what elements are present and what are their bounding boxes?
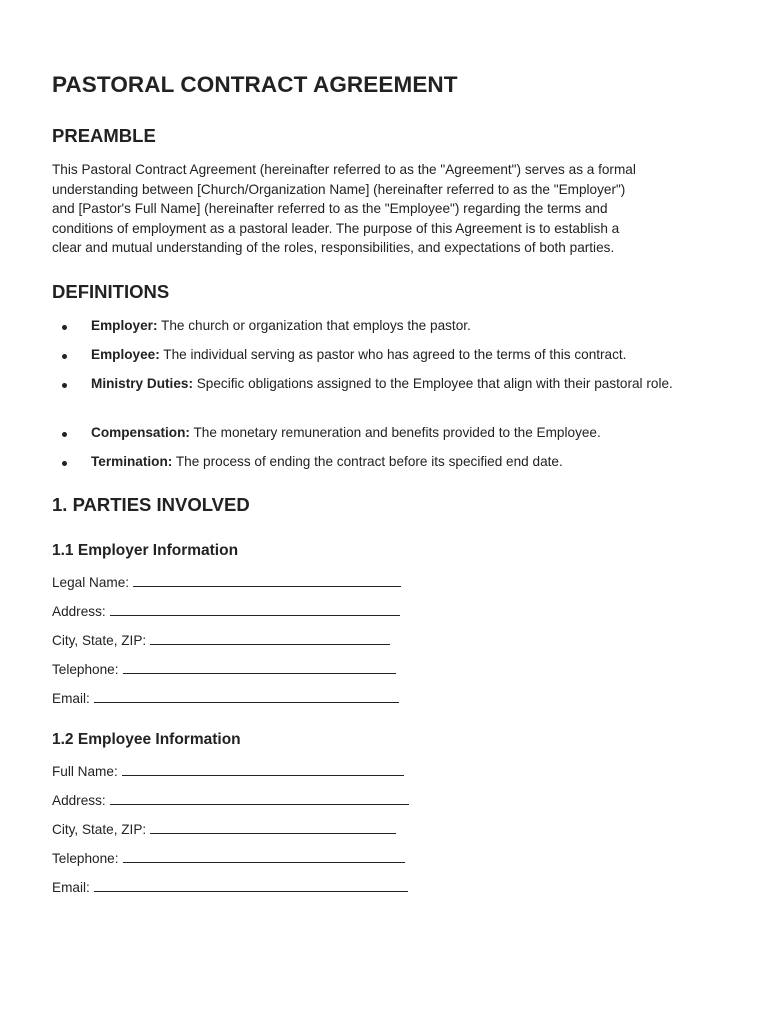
preamble-line: This Pastoral Contract Agreement (hereinafter referred to as the "Agreement") serves as a formal xyxy=(52,162,636,177)
employer-legal-name-field[interactable] xyxy=(52,575,401,590)
employee-full-name-field[interactable] xyxy=(52,764,404,779)
definition-item xyxy=(91,423,731,443)
employer-info-heading: 1.1 Employer Information xyxy=(52,542,239,559)
preamble-heading: PREAMBLE xyxy=(52,125,156,146)
fill-line[interactable] xyxy=(150,643,390,645)
fill-line[interactable] xyxy=(123,861,405,863)
field-label: Full Name: xyxy=(52,764,118,779)
definition-item xyxy=(91,452,731,472)
preamble-line: conditions of employment as a pastoral leader. The purpose of this Agreement is to establish a xyxy=(52,220,620,236)
bullet-icon xyxy=(62,383,67,388)
fill-line[interactable] xyxy=(133,585,401,587)
fill-line[interactable] xyxy=(110,614,400,616)
definitions-heading: DEFINITIONS xyxy=(52,281,170,302)
preamble-line: and [Pastor's Full Name] (hereinafter referred to as the "Employee") regarding the terms and xyxy=(52,201,608,217)
employee-telephone-field[interactable] xyxy=(52,851,405,866)
definition-term: Compensation: xyxy=(91,425,190,440)
preamble-paragraph xyxy=(52,160,732,258)
field-label: Telephone: xyxy=(52,662,119,677)
employee-email-field[interactable] xyxy=(52,880,408,895)
employer-email-field[interactable] xyxy=(52,691,399,706)
employer-address-field[interactable] xyxy=(52,604,400,619)
fill-line[interactable] xyxy=(150,832,396,834)
definition-text: The individual serving as pastor who has agreed to the terms of this contract. xyxy=(159,347,627,362)
definition-term: Employee: xyxy=(91,347,160,362)
definition-item xyxy=(91,345,731,365)
definition-text: Specific obligations assigned to the Employee that align with their pastoral role. xyxy=(192,376,673,391)
definition-term: Termination: xyxy=(91,454,173,469)
definition-text: The church or organization that employs the pastor. xyxy=(157,318,471,333)
employer-city-state-zip-field[interactable] xyxy=(52,633,390,648)
definition-term: Ministry Duties: xyxy=(91,376,193,391)
parties-heading: 1. PARTIES INVOLVED xyxy=(52,494,250,515)
field-label: Address: xyxy=(52,793,106,808)
employee-city-state-zip-field[interactable] xyxy=(52,822,396,837)
definition-item xyxy=(91,374,691,394)
field-label: City, State, ZIP: xyxy=(52,822,147,837)
field-label: Email: xyxy=(52,880,90,895)
employee-info-heading: 1.2 Employee Information xyxy=(52,731,241,748)
employer-telephone-field[interactable] xyxy=(52,662,396,677)
bullet-icon xyxy=(62,461,67,466)
fill-line[interactable] xyxy=(122,774,404,776)
field-label: City, State, ZIP: xyxy=(52,633,147,648)
field-label: Email: xyxy=(52,691,90,706)
preamble-line: understanding between [Church/Organization Name] (hereinafter referred to as the "Employer") xyxy=(52,181,626,197)
bullet-icon xyxy=(62,325,67,330)
fill-line[interactable] xyxy=(123,672,396,674)
definition-text: The monetary remuneration and benefits provided to the Employee. xyxy=(189,425,601,440)
definition-text: The process of ending the contract before its specified end date. xyxy=(172,454,563,469)
field-label: Address: xyxy=(52,604,106,619)
document-title: PASTORAL CONTRACT AGREEMENT xyxy=(52,72,458,97)
field-label: Legal Name: xyxy=(52,575,130,590)
field-label: Telephone: xyxy=(52,851,119,866)
fill-line[interactable] xyxy=(94,701,399,703)
definition-term: Employer: xyxy=(91,318,158,333)
fill-line[interactable] xyxy=(94,890,408,892)
definition-item xyxy=(91,316,731,336)
bullet-icon xyxy=(62,432,67,437)
preamble-line: clear and mutual understanding of the roles, responsibilities, and expectations of both parties. xyxy=(52,240,615,256)
bullet-icon xyxy=(62,354,67,359)
fill-line[interactable] xyxy=(110,803,409,805)
employee-address-field[interactable] xyxy=(52,793,409,808)
